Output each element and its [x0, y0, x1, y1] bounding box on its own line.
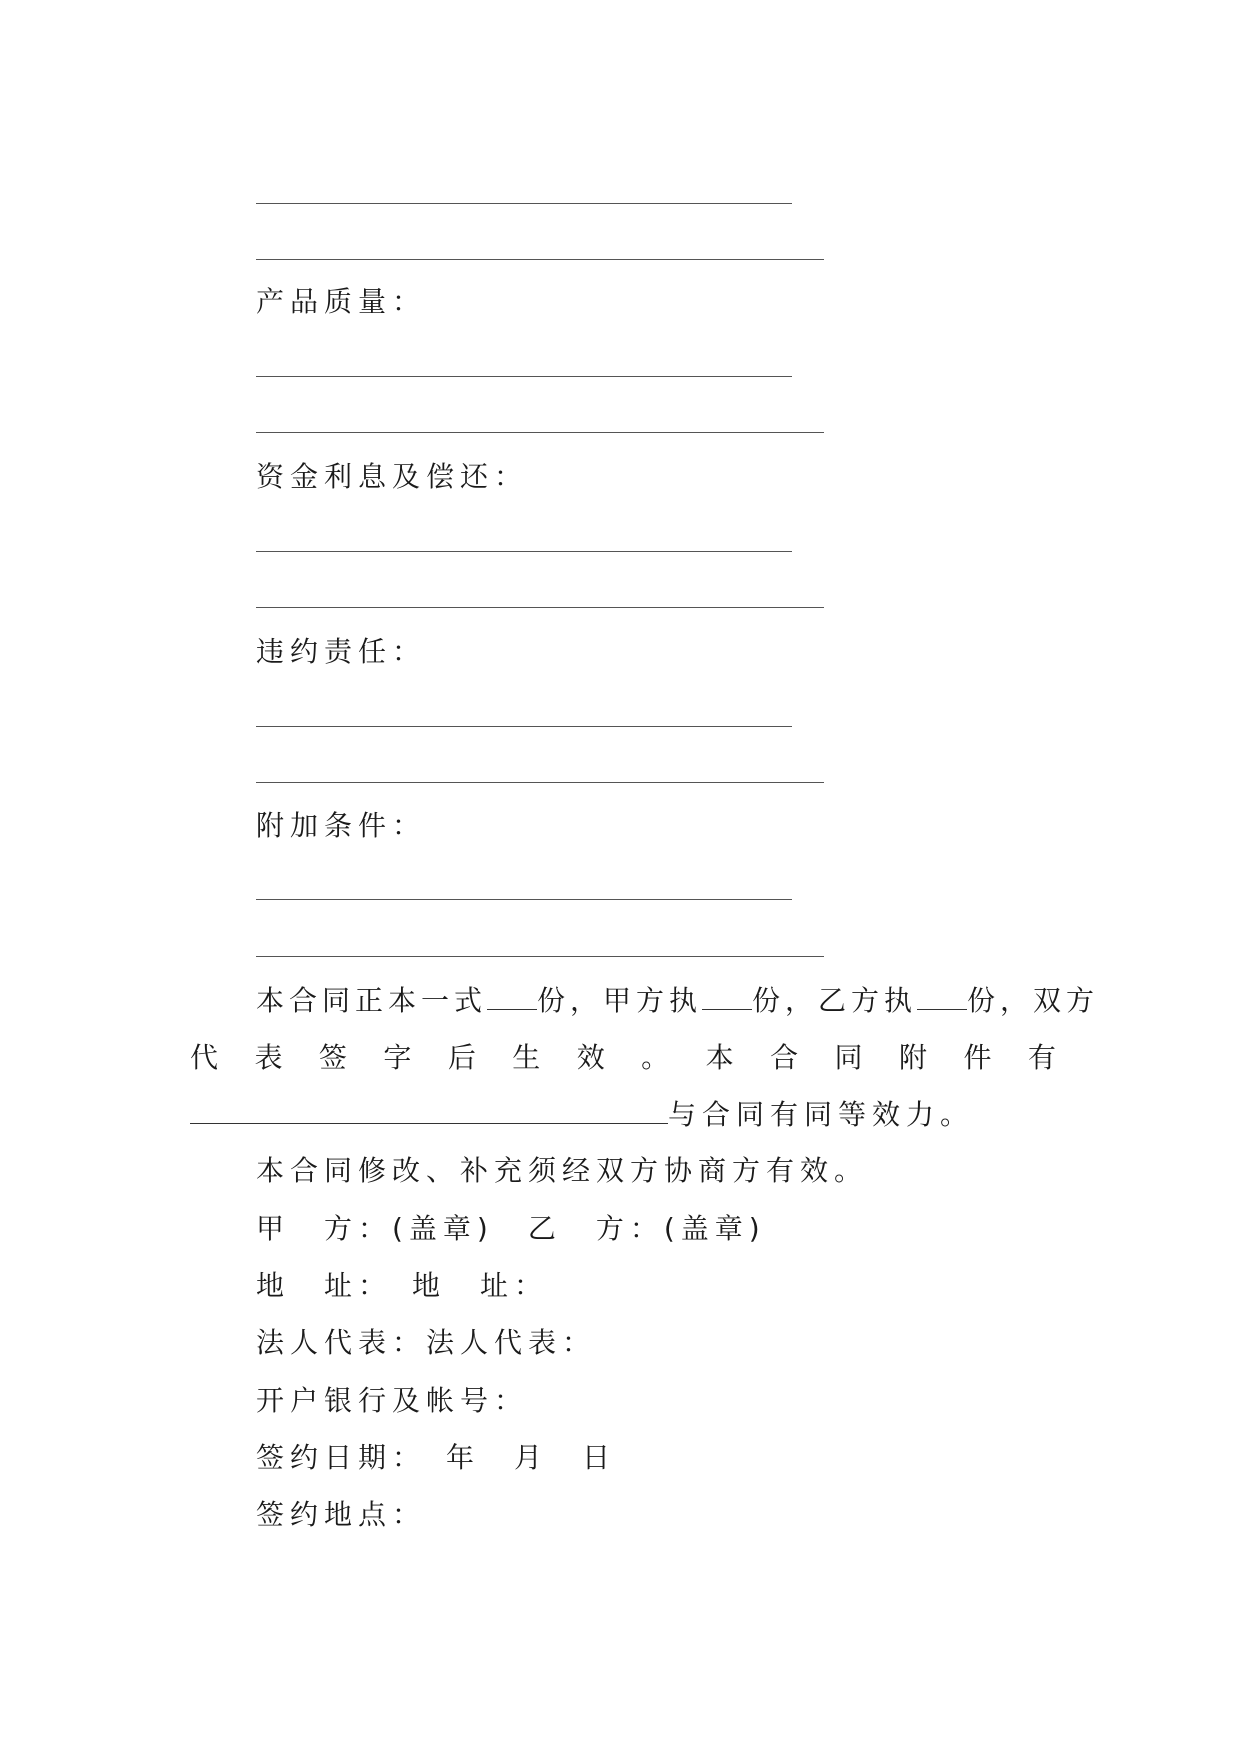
- section-label-funds-interest: 资金利息及偿还：: [256, 460, 529, 493]
- copies-part-3: 份，乙方执: [752, 984, 918, 1017]
- fill-in-line: [256, 726, 792, 727]
- spread-char: 后: [447, 1041, 476, 1074]
- fill-in-line: [256, 551, 792, 552]
- copies-line-2: [190, 1040, 1056, 1076]
- fill-in-line: [256, 899, 792, 900]
- copies-line-1: [256, 983, 1099, 1019]
- spread-char: 同: [834, 1041, 863, 1074]
- address-line: 地 址： 地 址：: [256, 1269, 549, 1302]
- fill-in-line: [256, 607, 824, 608]
- spread-char: 字: [383, 1041, 412, 1074]
- signing-place-line: 签约地点：: [256, 1498, 427, 1531]
- copies-part-1: 本合同正本一式: [256, 984, 488, 1017]
- spread-char: 合: [770, 1041, 799, 1074]
- spread-char: 件: [963, 1041, 992, 1074]
- fill-in-line: [256, 956, 824, 957]
- spread-char: 表: [254, 1041, 283, 1074]
- section-label-breach-liability: 违约责任：: [256, 635, 427, 668]
- spread-char: 效: [576, 1041, 605, 1074]
- fill-in-line: [256, 782, 824, 783]
- attachment-blank: [190, 1097, 668, 1124]
- legal-representative-line: 法人代表：法人代表：: [256, 1326, 597, 1359]
- fill-in-line: [256, 432, 824, 433]
- party-seal-line: 甲 方：(盖章) 乙 方：(盖章): [256, 1212, 766, 1245]
- party-b-count-blank: [917, 983, 967, 1010]
- spread-char: 签: [318, 1041, 347, 1074]
- fill-in-line: [256, 259, 824, 260]
- attachment-effect-text: 与合同有同等效力。: [668, 1098, 975, 1131]
- copies-count-blank: [487, 983, 537, 1010]
- copies-part-4: 份，双方: [967, 984, 1100, 1017]
- fill-in-line: [256, 203, 792, 204]
- signing-date-line: 签约日期： 年 月 日: [256, 1441, 617, 1474]
- fill-in-line: [256, 376, 792, 377]
- party-a-count-blank: [702, 983, 752, 1010]
- spread-char: 本: [705, 1041, 734, 1074]
- copies-part-2: 份，甲方执: [537, 984, 703, 1017]
- amendment-clause: 本合同修改、补充须经双方协商方有效。: [256, 1154, 869, 1187]
- section-label-additional-terms: 附加条件：: [256, 809, 427, 842]
- copies-line-3: [190, 1097, 974, 1133]
- section-label-product-quality: 产品质量：: [256, 285, 427, 318]
- bank-account-line: 开户银行及帐号：: [256, 1384, 529, 1417]
- spread-char: 有: [1027, 1041, 1056, 1074]
- spread-char: 。: [641, 1041, 670, 1074]
- spread-char: 附: [898, 1041, 927, 1074]
- spread-char: 生: [512, 1041, 541, 1074]
- spread-char: 代: [190, 1041, 219, 1074]
